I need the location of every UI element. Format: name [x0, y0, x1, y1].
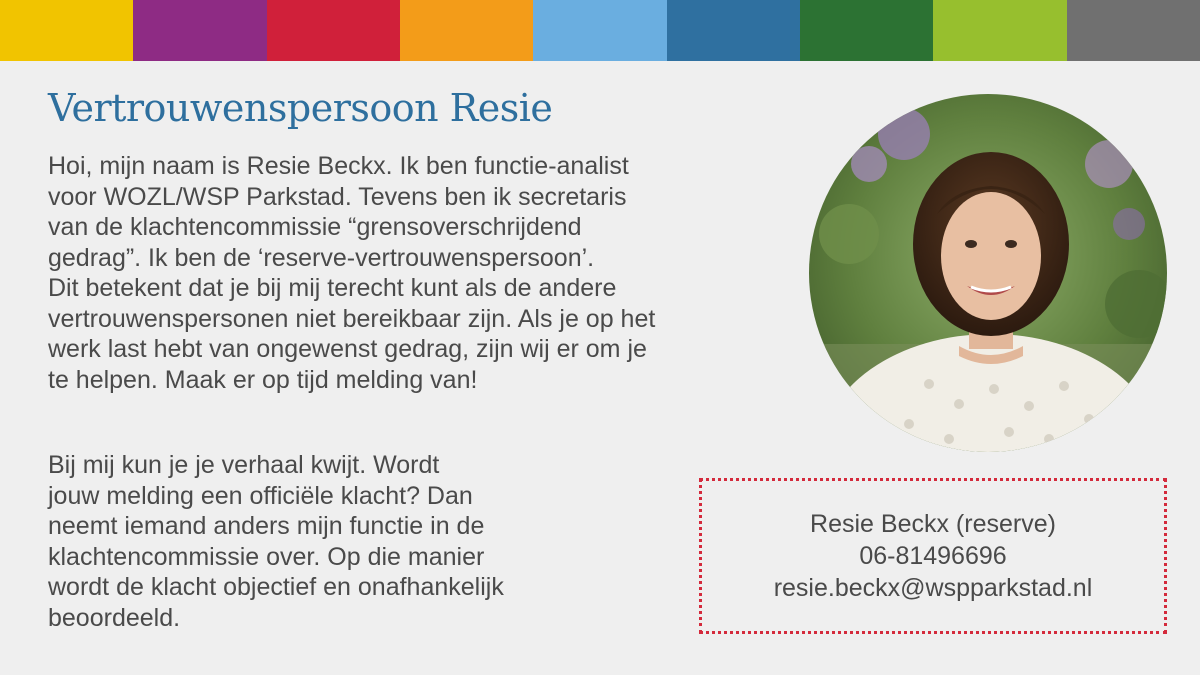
- portrait-illustration: [809, 94, 1167, 452]
- intro-paragraph: [48, 151, 655, 395]
- contact-card: [699, 478, 1167, 634]
- intro-line: Hoi, mijn naam is Resie Beckx. Ik ben functie-analist: [48, 152, 629, 180]
- page-title: Vertrouwenspersoon Resie: [48, 86, 553, 130]
- color-swatch-2: [133, 0, 266, 61]
- portrait-photo: [809, 94, 1167, 452]
- color-swatch-8: [933, 0, 1066, 61]
- intro-line: Dit betekent dat je bij mij terecht kunt als de andere: [48, 274, 617, 302]
- contact-name: Resie Beckx (reserve): [810, 510, 1056, 538]
- color-swatch-4: [400, 0, 533, 61]
- intro-line: gedrag”. Ik ben de ‘reserve-vertrouwenspersoon’.: [48, 243, 595, 272]
- intro-line: van de klachtencommissie “grensoverschrijdend: [48, 213, 582, 241]
- second-line: klachtencommissie over. Op die manier: [48, 542, 485, 571]
- second-line: wordt de klacht objectief en onafhankelijk: [48, 573, 504, 601]
- color-swatch-3: [267, 0, 400, 61]
- contact-phone[interactable]: 06-81496696: [859, 542, 1007, 570]
- intro-line: werk last hebt van ongewenst gedrag, zijn wij er om je: [48, 335, 647, 363]
- color-stripe-header: [0, 0, 1200, 61]
- contact-email[interactable]: resie.beckx@wspparkstad.nl: [773, 574, 1093, 602]
- intro-line: te helpen. Maak er op tijd melding van!: [48, 365, 478, 394]
- color-swatch-6: [667, 0, 800, 61]
- intro-line: voor WOZL/WSP Parkstad. Tevens ben ik secretaris: [48, 182, 627, 211]
- intro-line: vertrouwenspersonen niet bereikbaar zijn. Als je op het: [48, 304, 656, 333]
- second-line: Bij mij kun je je verhaal kwijt. Wordt: [48, 451, 440, 479]
- color-swatch-9: [1067, 0, 1200, 61]
- second-line: beoordeeld.: [48, 603, 181, 632]
- second-paragraph: [48, 450, 504, 633]
- second-line: jouw melding een officiële klacht? Dan: [48, 481, 473, 510]
- color-swatch-7: [800, 0, 933, 61]
- color-swatch-5: [533, 0, 666, 61]
- color-swatch-1: [0, 0, 133, 61]
- second-line: neemt iemand anders mijn functie in de: [48, 512, 485, 540]
